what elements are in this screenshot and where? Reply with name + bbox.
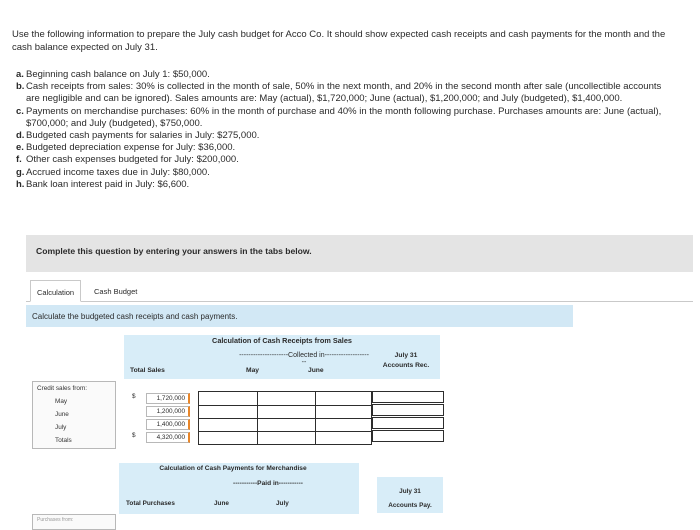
problem-item: c. Payments on merchandise purchases: 60% in the month of purchase and 40% in the month following purchase. Purchases amounts are: June (actual), $700,000; and July (budgeted), $750,000. [16, 105, 662, 129]
total-sales-july: 1,400,000 [146, 419, 190, 430]
problem-item: f. Other cash expenses budgeted for July: $200,000. [16, 154, 239, 166]
instructions-bar: Complete this question by entering your answers in the tabs below. [26, 235, 693, 272]
header-may: May [246, 367, 260, 374]
dollar-sign: $ [132, 432, 136, 439]
row-labels [32, 381, 116, 449]
receipts-table-title: Calculation of Cash Receipts from Sales [124, 335, 440, 347]
problem-item: b. Cash receipts from sales: 30% is collected in the month of sale, 50% in the next month, and 20% in the second month after sale (uncollectible accounts are negligible and can be ignored). Sales amounts are: May (actual), $1,720,000; June (actual), $1,200,000; and July (budgeted), $1,400,000. [16, 81, 662, 105]
purchases-from-label: Purchases from: [32, 514, 116, 530]
problem-item: d. Budgeted cash payments for salaries in July: $275,000. [16, 130, 260, 142]
header-total-purchases: Total Purchases [126, 500, 175, 507]
row-label-july: July [55, 424, 67, 431]
section-subheading: Calculate the budgeted cash receipts and cash payments. [26, 305, 573, 327]
total-sales-totals: 4,320,000 [146, 432, 190, 443]
input-may-collected-may[interactable] [200, 393, 256, 404]
credit-sales-label: Credit sales from: [37, 385, 88, 392]
input-july31-accounts-rec-july[interactable] [372, 417, 444, 429]
input-july31-accounts-rec-june[interactable] [372, 404, 444, 416]
row-label-may: May [55, 398, 68, 405]
input-july-collected-july[interactable] [316, 419, 371, 430]
collections-grid [198, 391, 372, 445]
header-june: June [308, 367, 324, 374]
problem-intro: Use the following information to prepare the July cash budget for Acco Co. It should show expected cash receipts and cash payments for the month and the cash balance expected on July 31. [12, 29, 666, 53]
problem-item: g. Accrued income taxes due in July: $80,000. [16, 166, 210, 178]
problem-items [16, 69, 676, 191]
input-may-collected-july[interactable] [316, 393, 371, 404]
header-july: July [276, 500, 289, 507]
tab-bar [26, 276, 693, 302]
tab-cash-budget[interactable]: Cash Budget [94, 287, 138, 296]
header-july31-accounts-rec: July 31 Accounts Rec. [372, 347, 440, 379]
input-june-collected-june[interactable] [258, 406, 314, 417]
payments-table-title: Calculation of Cash Payments for Merchandise [159, 465, 307, 472]
row-label-june: June [55, 411, 69, 418]
total-sales-may: 1,720,000 [146, 393, 190, 404]
input-june-collected-july[interactable] [316, 406, 371, 417]
problem-item: h. Bank loan interest paid in July: $6,600. [16, 178, 190, 190]
input-july31-accounts-rec-may[interactable] [372, 391, 444, 403]
header-total-sales: Total Sales [130, 367, 165, 374]
collected-in-label: ---------------------Collected in--------------------- [239, 352, 369, 366]
header-july31-accounts-pay: July 31 Accounts Pay. [377, 477, 443, 513]
problem-item: e. Budgeted depreciation expense for July: $36,000. [16, 142, 236, 154]
dollar-sign: $ [132, 393, 136, 400]
tab-calculation[interactable]: Calculation [30, 280, 81, 302]
total-sales-june: 1,200,000 [146, 406, 190, 417]
input-may-collected-june[interactable] [258, 393, 314, 404]
header-june: June [214, 500, 229, 507]
paid-in-label: -----------Paid in----------- [233, 480, 303, 487]
row-label-totals: Totals [55, 437, 72, 444]
input-july31-accounts-rec-total[interactable] [372, 430, 444, 442]
problem-item: a. Beginning cash balance on July 1: $50,000. [16, 69, 210, 80]
